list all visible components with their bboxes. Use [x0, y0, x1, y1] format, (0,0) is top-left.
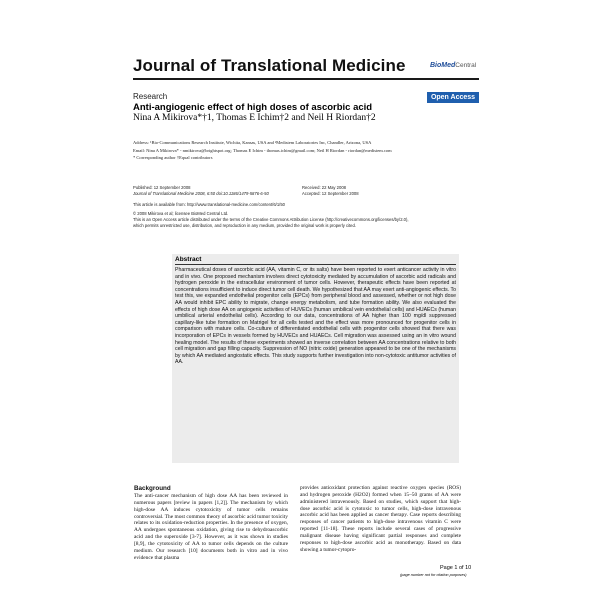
copyright-line: © 2008 Mikirova et al; licensee BioMed Central Ltd. [133, 211, 229, 216]
received-accepted [302, 185, 359, 197]
received-date: Received: 22 May 2008 [302, 185, 346, 190]
publisher-logo [430, 62, 476, 69]
author-emails: Email: Nina A Mikirova* - nmikirova@brightspot.org; Thomas E Ichim - thomas.ichim@gmail.com; Neil H Riordan - riordan@medistem.com [133, 148, 392, 153]
page-number: Page 1 of 10 [440, 565, 472, 571]
published-date: Published: 12 September 2008 [133, 185, 191, 190]
publisher-central: Central [455, 62, 477, 69]
license-line: This is an Open Access article distributed under the terms of the Creative Commons Attribution License (http://creativecommons.org/licenses/by/2.0), [133, 217, 409, 222]
author-address: Address: ¹Bio-Communications Research Institute, Wichita, Kansas, USA and ²Medistem Laboratories Inc, Chandler, Arizona, USA [133, 140, 372, 145]
section-label: Research [133, 92, 168, 101]
abstract-divider [175, 264, 456, 265]
journal-title: Journal of Translational Medicine [133, 56, 406, 75]
page-number-note: (page number not for citation purposes) [400, 573, 467, 577]
abstract-box [172, 254, 459, 463]
body-column-left [134, 485, 288, 561]
copyright-block [133, 211, 479, 229]
body-column-right [300, 485, 461, 553]
corresponding-note: * Corresponding author †Equal contributors [133, 155, 213, 160]
author-list: Nina A Mikirova*†1, Thomas E Ichim†2 and Neil H Riordan†2 [133, 113, 376, 123]
article-title: Anti-angiogenic effect of high doses of ascorbic acid [133, 102, 373, 113]
header-rule [133, 78, 479, 80]
background-text-left: The anti-cancer mechanism of high dose AA has been reviewed in numerous papers [review in papers [1,2]]. The mechanism by which high-dose AA induces cytotoxicity of tumor cells remains controversial. The most common theory of ascorbic acid tumor toxicity relates to its oxidation-reduction properties. In the presence of oxygen, AA undergoes spontaneous oxidation, giving rise to dehydroascorbic acid and the superoxide [3-7]. However, as it was shown in studies [8,9], the cytotoxicity of AA to tumor cells depends on the culture medium. Our research [10] documents both in vitro and in vivo evidence that plasma [134, 493, 288, 561]
abstract-heading: Abstract [175, 256, 202, 263]
publisher-bio: BioMed [430, 62, 456, 69]
citation: Journal of Translational Medicine 2008, 6:50 doi:10.1186/1479-5876-6-50 [133, 191, 269, 196]
license-terms: which permits unrestricted use, distribution, and reproduction in any medium, provided the original work is properly cited. [133, 223, 356, 228]
background-heading: Background [134, 485, 171, 492]
publication-info [133, 185, 269, 197]
abstract-text: Pharmaceutical doses of ascorbic acid (AA, vitamin C, or its salts) have been reported to exert anticancer activity in vitro and in vivo. One proposed mechanism involves direct cytotoxicity mediated by accumulation of ascorbic acid radicals and hydrogen peroxide in the extracellular environment of tumor cells. However, therapeutic effects have been reported at concentrations insufficient to induce direct tumor cell death. We hypothesized that AA may exert anti-angiogenic effects. To test this, we expanded endothelial progenitor cells (EPCs) from peripheral blood and assessed, whether or not high dose AA would inhibit EPC ability to migrate, change energy metabolism, and tube formation ability. We also evaluated the effects of high dose AA on angiogenic activities of HUVECs (human umbilical vein endothelial cells) and HUAECs (human umbilical arterial endothelial cells). According to our data, concentrations of AA higher than 100 mg/dl suppressed capillary-like tube formation on Matrigel for all cells tested and the effect was more pronounced for progenitor cells in comparison with mature cells. Co-culture of differentiated endothelial cells with progenitor cells showed that there was incorporation of EPCs in vessels formed by HUVECs and HUAECs. Cell migration was assessed using an in vitro wound healing model. The results of these experiments showed an inverse correlation between AA concentrations relative to both cell migration and gap filling capacity. Suppression of NO (nitric oxide) generation appeared to be one of the mechanisms by which AA mediated angiostatic effects. This study supports further investigation into non-cytotoxic antitumor activities of AA. [175, 267, 456, 366]
background-text-right: provides antioxidant protection against reactive oxygen species (ROS) and hydrogen peroxide (H2O2) formed when 15–50 grams of AA were administered intravenously. Based on studies, which support that high-dose ascorbic acid is cytotoxic to tumor cells, high-dose intravenous ascorbic acid has been applied as cancer therapy. Case reports describing responses of cancer patients to high-dose intravenous vitamin C were reported [11-18]. These reports include several cases of progressive malignant disease having significant partial responses and complete responses to high-dose ascorbic acid as monotherapy. Based on data showing a tumor-cytopro- [300, 485, 461, 553]
accepted-date: Accepted: 12 September 2008 [302, 191, 359, 196]
open-access-badge: Open Access [427, 92, 479, 103]
article-url: This article is available from: http://www.translational-medicine.com/content/6/1/50 [133, 202, 285, 207]
